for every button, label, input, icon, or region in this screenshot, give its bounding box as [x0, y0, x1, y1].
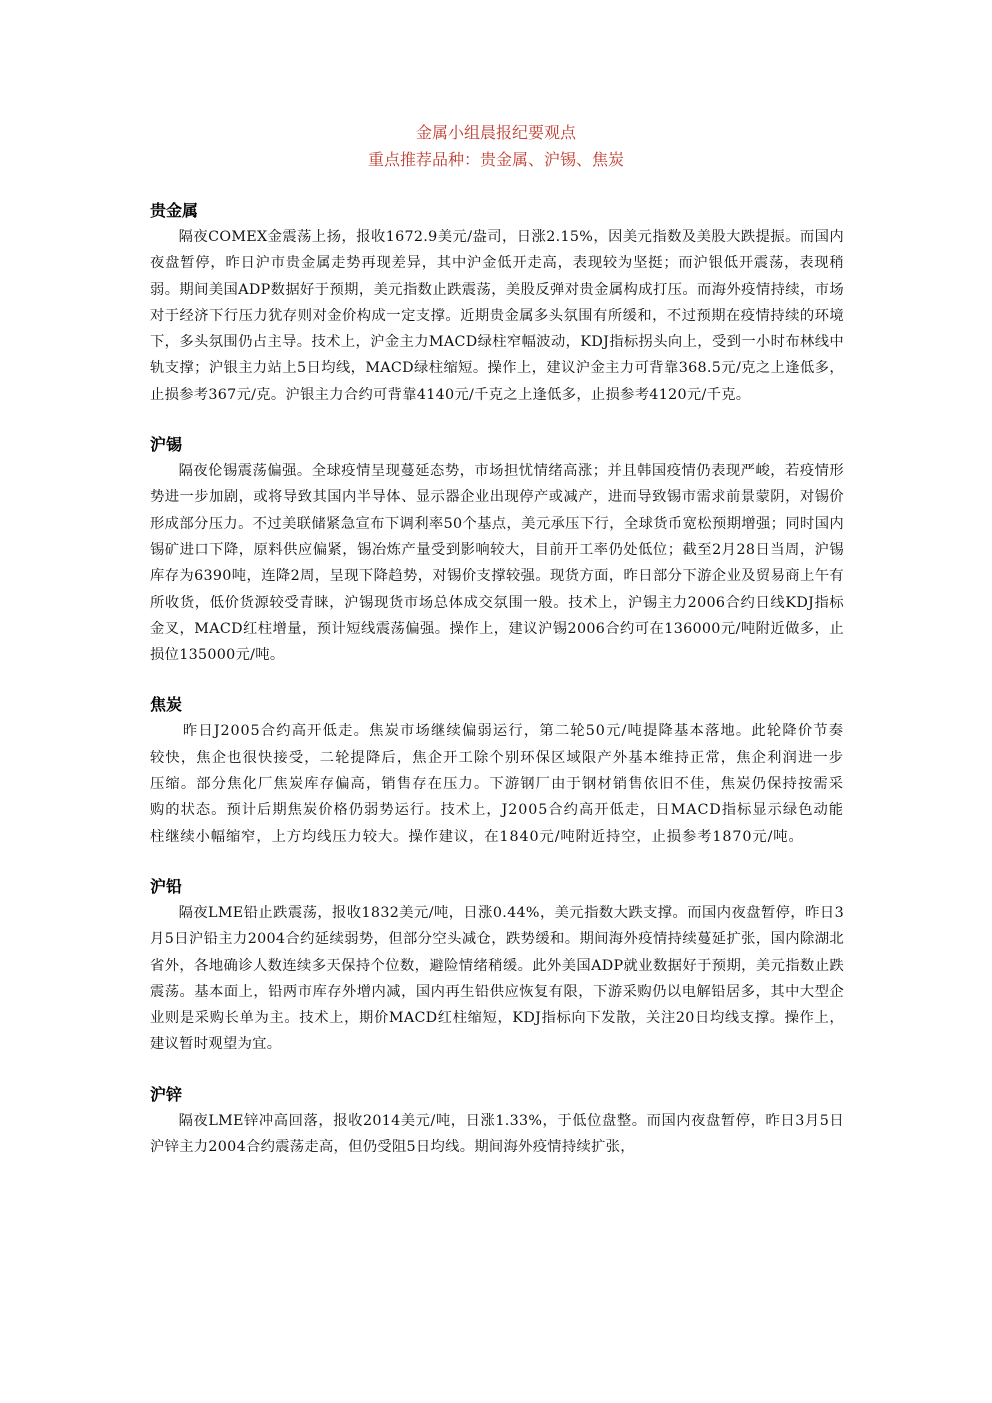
- section-heading: 贵金属: [150, 201, 199, 220]
- section-coke: [150, 692, 844, 849]
- document-title: 金属小组晨报纪要观点: [415, 123, 576, 142]
- section-heading: 沪锌: [150, 1084, 183, 1104]
- section-lead: [150, 874, 844, 1058]
- document-body: [150, 198, 844, 1184]
- section-paragraph: 隔夜LME铅止跌震荡，报收1832美元/吨，日涨0.44%，美元指数大跌支撑。而国内夜盘暂停，昨日3月5日沪铅主力2004合约延续弱势，但部分空头减仓，跌势缓和。期间海外疫情持续蔓延扩张，国内除湖北省外，各地确诊人数连续多天保持个位数，避险情绪稍缓。此外美国ADP就业数据好于预期，美元指数止跌震荡。基本面上，铅两市库存外增内减，国内再生铅供应恢复有限，下游采购仍以电解铅居多，其中大型企业则是采购长单为主。技术上，期价MACD红柱缩短，KDJ指标向下发散，关注20日均线支撑。操作上，建议暂时观望为宜。: [150, 904, 844, 1053]
- section-paragraph: 昨日J2005合约高开低走。焦炭市场继续偏弱运行，第二轮50元/吨提降基本落地。此轮降价节奏较快，焦企也很快接受，二轮提降后，焦企开工除个别环保区域限产外基本维持正常，焦企利润进一步压缩。部分焦化厂焦炭库存偏高，销售存在压力。下游钢厂由于钢材销售依旧不佳，焦炭仍保持按需采购的状态。预计后期焦炭价格仍弱势运行。技术上，J2005合约高开低走，日MACD指标显示绿色动能柱继续小幅缩窄，上方均线压力较大。操作建议，在1840元/吨附近持空，止损参考1870元/吨。: [150, 723, 844, 845]
- section-paragraph: 隔夜LME锌冲高回落，报收2014美元/吨，日涨1.33%，于低位盘整。而国内夜盘暂停，昨日3月5日沪锌主力2004合约震荡走高，但仍受阻5日均线。期间海外疫情持续扩张，: [150, 1112, 844, 1156]
- section-precious-metals: [150, 198, 844, 408]
- section-heading: 沪锡: [150, 435, 183, 455]
- document-subtitle: 重点推荐品种：贵金属、沪锡、焦炭: [367, 150, 624, 169]
- section-tin: [150, 432, 844, 668]
- section-paragraph: 隔夜伦锡震荡偏强。全球疫情呈现蔓延态势，市场担忧情绪高涨；并且韩国疫情仍表现严峻，若疫情形势进一步加剧，或将导致其国内半导体、显示器企业出现停产或减产，进而导致锡市需求前景蒙阴，对锡价形成部分压力。不过美联储紧急宣布下调利率50个基点，美元承压下行，全球货币宽松预期增强；同时国内锡矿进口下降，原料供应偏紧，锡冶炼产量受到影响较大，目前开工率仍处低位；截至2月28日当周，沪锡库存为6390吨，连降2周，呈现下降趋势，对锡价支撑较强。现货方面，昨日部分下游企业及贸易商上午有所收货，低价货源较受青睐，沪锡现货市场总体成交氛围一般。技术上，沪锡主力2006合约日线KDJ指标金叉，MACD红柱增量，预计短线震荡偏强。操作上，建议沪锡2006合约可在136000元/吨附近做多，止损位135000元/吨。: [150, 463, 844, 664]
- section-heading: 沪铅: [150, 876, 183, 896]
- document-header: [0, 119, 992, 173]
- section-zinc: [150, 1082, 844, 1161]
- section-heading: 焦炭: [150, 695, 183, 715]
- section-paragraph: 隔夜COMEX金震荡上扬，报收1672.9美元/盎司，日涨2.15%，因美元指数及美股大跌提振。而国内夜盘暂停，昨日沪市贵金属走势再现差异，其中沪金低开走高，表现较为坚挺；而沪银低开震荡，表现稍弱。期间美国ADP数据好于预期，美元指数止跌震荡，美股反弹对贵金属构成打压。而海外疫情持续，市场对于经济下行压力犹存则对金价构成一定支撑。近期贵金属多头氛围有所缓和，不过预期在疫情持续的环境下，多头氛围仍占主导。技术上，沪金主力MACD绿柱窄幅波动，KDJ指标拐头向上，受到一小时布林线中轨支撑；沪银主力站上5日均线，MACD绿柱缩短。操作上，建议沪金主力可背靠368.5元/克之上逢低多，止损参考367元/克。沪银主力合约可背靠4140元/千克之上逢低多，止损参考4120元/千克。: [150, 229, 844, 403]
